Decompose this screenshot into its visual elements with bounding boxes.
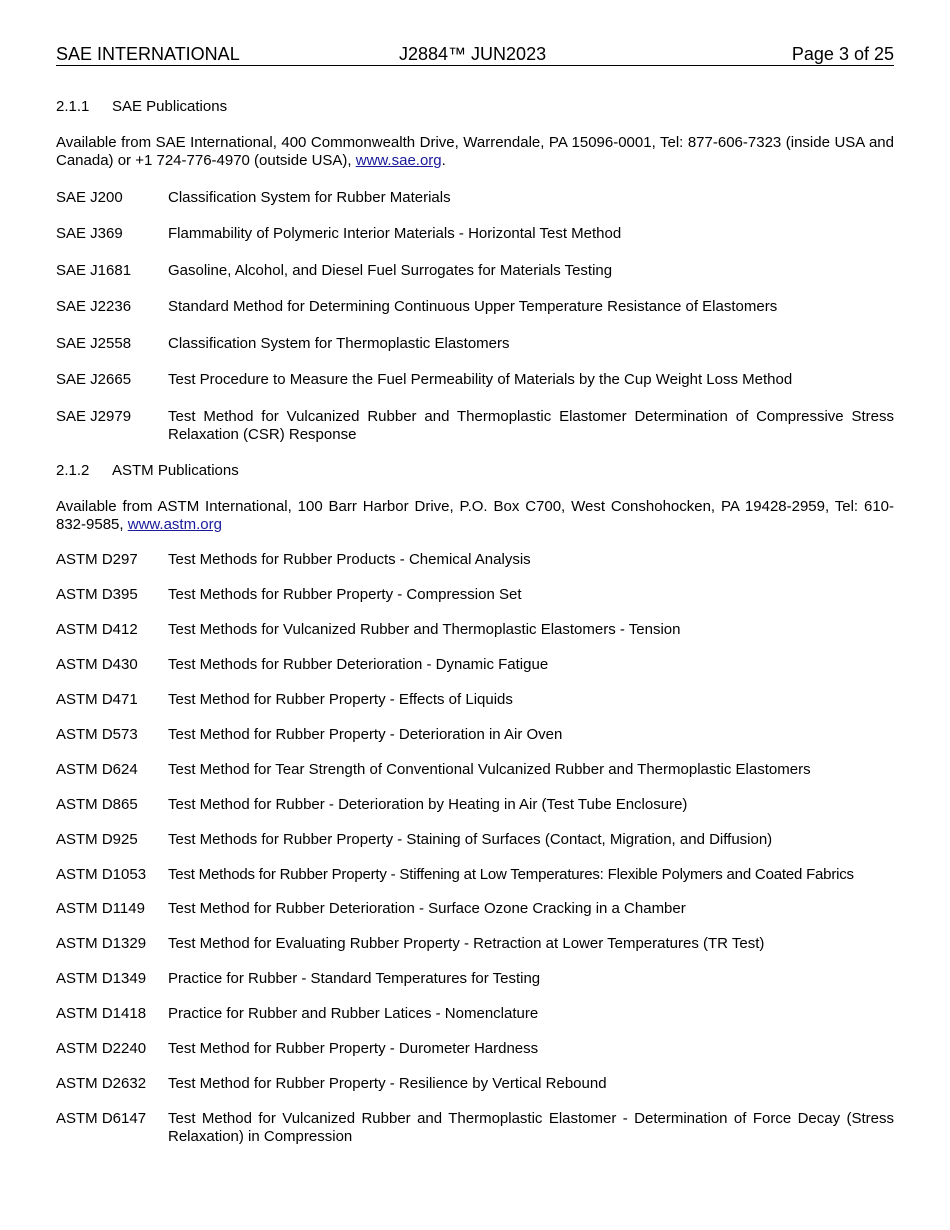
reference-title: Test Method for Evaluating Rubber Property - Retraction at Lower Temperatures (TR Test) <box>168 935 765 952</box>
reference-code: ASTM D1349 <box>56 970 147 987</box>
reference-code: ASTM D430 <box>56 656 138 673</box>
reference-item <box>56 761 894 779</box>
reference-item <box>56 335 894 353</box>
reference-code: ASTM D1053 <box>56 866 147 883</box>
reference-item <box>56 621 894 639</box>
reference-title: Test Method for Rubber Property - Resilience by Vertical Rebound <box>168 1075 607 1092</box>
reference-title: Practice for Rubber - Standard Temperatures for Testing <box>168 970 541 987</box>
reference-code: ASTM D925 <box>56 831 138 848</box>
reference-title: Classification System for Thermoplastic Elastomers <box>168 335 510 352</box>
header-page-number: Page 3 of 25 <box>791 44 894 64</box>
reference-title: Test Methods for Vulcanized Rubber and Thermoplastic Elastomers - Tension <box>168 621 681 638</box>
reference-code: ASTM D2240 <box>56 1040 147 1057</box>
reference-item <box>56 935 894 953</box>
section-number: 2.1.2 <box>56 462 90 479</box>
astm-availability-paragraph <box>56 498 894 534</box>
header-org: SAE INTERNATIONAL <box>56 44 240 64</box>
reference-title: Test Method for Rubber - Deterioration by Heating in Air (Test Tube Enclosure) <box>168 796 688 813</box>
availability-end: . <box>441 152 446 169</box>
reference-code: ASTM D624 <box>56 761 138 778</box>
reference-code: ASTM D2632 <box>56 1075 147 1092</box>
reference-title: Flammability of Polymeric Interior Materials - Horizontal Test Method <box>168 225 622 242</box>
reference-item <box>56 691 894 709</box>
reference-code: ASTM D573 <box>56 726 138 743</box>
reference-item <box>56 1005 894 1023</box>
reference-title: Test Method for Rubber Property - Effects of Liquids <box>168 691 513 708</box>
reference-item <box>56 656 894 674</box>
reference-item <box>56 796 894 814</box>
reference-item <box>56 262 894 280</box>
reference-code: ASTM D412 <box>56 621 138 638</box>
reference-item <box>56 726 894 744</box>
section-heading-astm <box>56 462 239 480</box>
reference-code: SAE J200 <box>56 189 123 206</box>
reference-item <box>56 225 894 243</box>
section-title: SAE Publications <box>112 98 228 115</box>
reference-code: ASTM D471 <box>56 691 138 708</box>
reference-code: SAE J369 <box>56 225 123 242</box>
reference-code: SAE J2236 <box>56 298 132 315</box>
reference-item <box>56 1075 894 1093</box>
reference-item <box>56 551 894 569</box>
reference-title: Test Method for Vulcanized Rubber and Thermoplastic Elastomer Determination of Compressive Stress Relaxation (CSR) Response <box>168 408 894 443</box>
sae-availability-paragraph <box>56 134 894 170</box>
reference-code: ASTM D1149 <box>56 900 145 917</box>
availability-text: Available from SAE International, 400 Commonwealth Drive, Warrendale, PA 15096-0001, Tel: 877-606-7323 (inside USA and Canada) or +1 724-776-4970 (outside USA), <box>56 134 894 169</box>
reference-code: SAE J2665 <box>56 371 132 388</box>
reference-code: ASTM D297 <box>56 551 138 568</box>
header-doc-number: J2884™ JUN2023 <box>399 44 547 64</box>
reference-code: ASTM D1418 <box>56 1005 147 1022</box>
reference-code: SAE J2979 <box>56 408 132 425</box>
reference-item <box>56 408 894 444</box>
reference-title: Test Methods for Rubber Property - Stiffening at Low Temperatures: Flexible Polymers and Coated Fabrics <box>168 866 854 883</box>
reference-title: Test Methods for Rubber Deterioration - Dynamic Fatigue <box>168 656 549 673</box>
reference-title: Test Methods for Rubber Products - Chemical Analysis <box>168 551 531 568</box>
section-heading-sae <box>56 98 227 116</box>
reference-title: Test Method for Rubber Deterioration - Surface Ozone Cracking in a Chamber <box>168 900 686 917</box>
sae-website-link[interactable]: www.sae.org <box>355 152 442 169</box>
reference-item <box>56 900 894 918</box>
reference-title: Test Method for Tear Strength of Conventional Vulcanized Rubber and Thermoplastic Elastomers <box>168 761 811 778</box>
section-title: ASTM Publications <box>112 462 239 479</box>
availability-text: Available from ASTM International, 100 Barr Harbor Drive, P.O. Box C700, West Conshohocken, PA 19428-2959, Tel: 610-832-9585, <box>56 498 894 533</box>
reference-code: ASTM D395 <box>56 586 138 603</box>
reference-item <box>56 1110 894 1146</box>
reference-item <box>56 970 894 988</box>
reference-title: Test Method for Vulcanized Rubber and Thermoplastic Elastomer - Determination of Force Decay (Stress Relaxation) in Compression <box>168 1110 894 1145</box>
reference-code: ASTM D6147 <box>56 1110 147 1127</box>
reference-code: SAE J1681 <box>56 262 132 279</box>
reference-title: Test Procedure to Measure the Fuel Permeability of Materials by the Cup Weight Loss Method <box>168 371 793 388</box>
reference-item <box>56 586 894 604</box>
reference-title: Classification System for Rubber Materials <box>168 189 451 206</box>
reference-item <box>56 831 894 849</box>
reference-title: Gasoline, Alcohol, and Diesel Fuel Surrogates for Materials Testing <box>168 262 613 279</box>
reference-title: Test Methods for Rubber Property - Compression Set <box>168 586 522 603</box>
reference-title: Test Methods for Rubber Property - Staining of Surfaces (Contact, Migration, and Diffusion) <box>168 831 773 848</box>
reference-title: Test Method for Rubber Property - Deterioration in Air Oven <box>168 726 563 743</box>
reference-item <box>56 298 894 316</box>
reference-title: Practice for Rubber and Rubber Latices - Nomenclature <box>168 1005 539 1022</box>
reference-item <box>56 1040 894 1058</box>
page-header <box>56 44 894 66</box>
section-number: 2.1.1 <box>56 98 90 115</box>
reference-item <box>56 866 894 884</box>
reference-code: ASTM D1329 <box>56 935 147 952</box>
reference-title: Standard Method for Determining Continuous Upper Temperature Resistance of Elastomers <box>168 298 778 315</box>
reference-code: ASTM D865 <box>56 796 138 813</box>
reference-title: Test Method for Rubber Property - Durometer Hardness <box>168 1040 539 1057</box>
reference-item <box>56 371 894 389</box>
reference-item <box>56 189 894 207</box>
astm-website-link[interactable]: www.astm.org <box>127 516 222 533</box>
reference-code: SAE J2558 <box>56 335 132 352</box>
